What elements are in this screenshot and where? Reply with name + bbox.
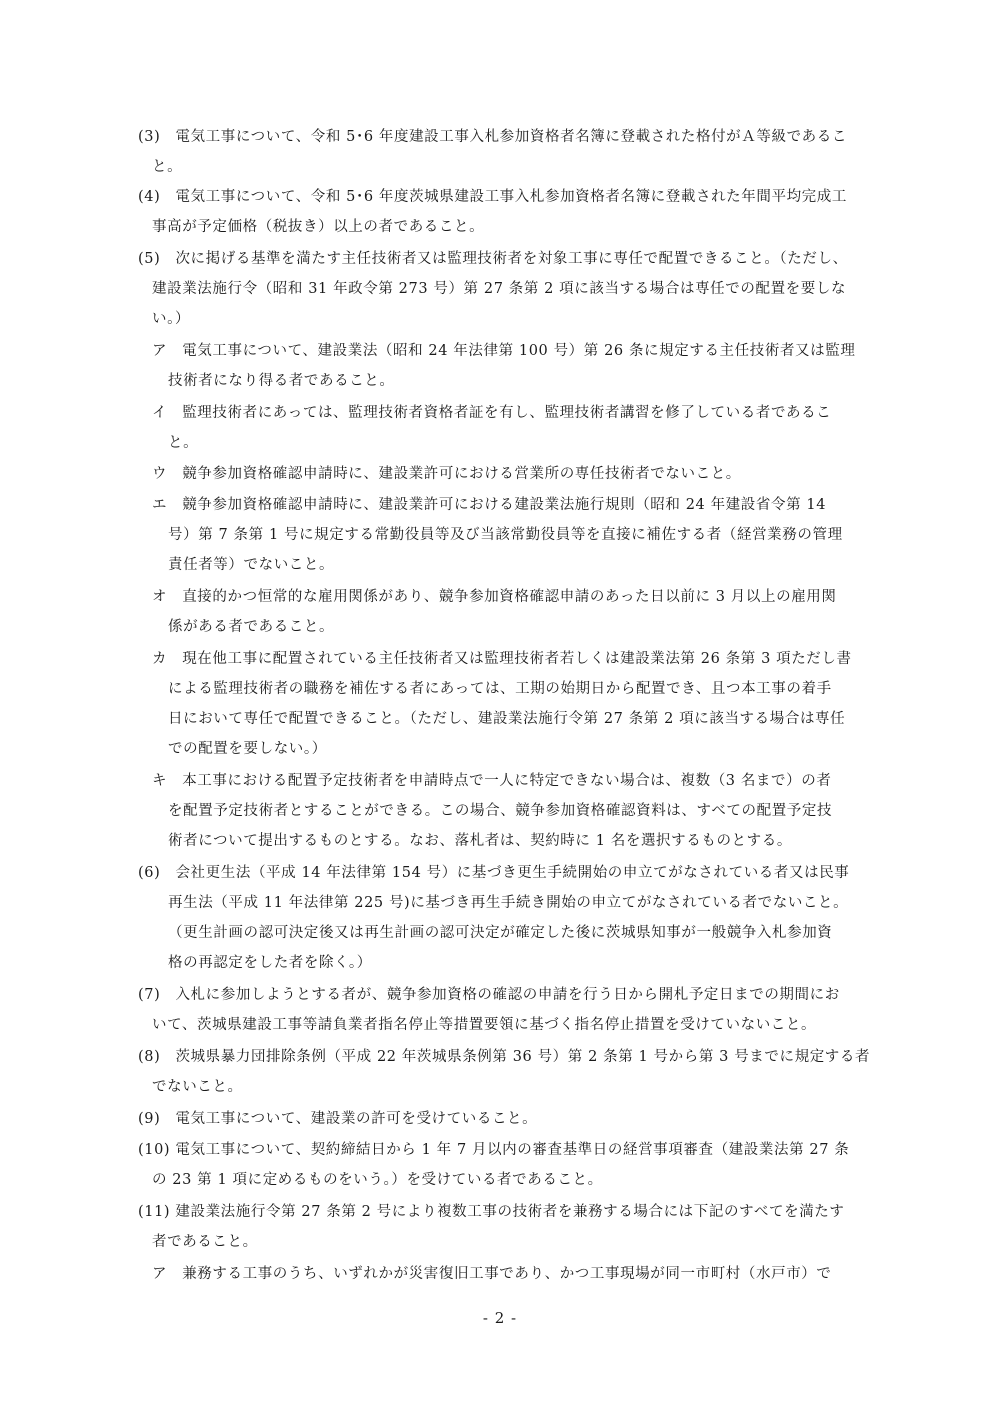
clause-7-line-1: (7) 入札に参加しようとする者が、競争参加資格の確認の申請を行う日から開札予定日までの期間にお [138,987,840,1003]
clause-5-line-2: 建設業法施行令（昭和 31 年政令第 273 号）第 27 条第 2 項に該当する場合は専任での配置を要しな [152,281,847,297]
clause-5-ka-line-2: による監理技術者の職務を補佐する者にあっては、工期の始期日から配置でき、且つ本工事の着手 [168,681,832,697]
clause-10-line-2: の 23 第 1 項に定めるものをいう。）を受けている者であること。 [152,1172,603,1188]
clause-5-o-line-2: 係がある者であること。 [168,619,335,635]
clause-11-a-line-1: ア 兼務する工事のうち、いずれかが災害復旧工事であり、かつ工事現場が同一市町村（水戸市）で [152,1266,832,1282]
clause-6-line-4: 格の再認定をした者を除く。） [168,955,372,971]
clause-5-ka-line-3: 日において専任で配置できること。（ただし、建設業法施行令第 27 条第 2 項に該当する場合は専任 [168,711,846,727]
clause-10-line-1: (10) 電気工事について、契約締結日から 1 年 7 月以内の審査基準日の経営事項審査（建設業法第 27 条 [138,1142,850,1158]
clause-5-e-line-1: エ 競争参加資格確認申請時に、建設業許可における建設業法施行規則（昭和 24 年建設省令第 14 [152,497,827,513]
clause-5-a-line-2: 技術者になり得る者であること。 [168,373,395,389]
clause-5-i-line-1: イ 監理技術者にあっては、監理技術者資格者証を有し、監理技術者講習を修了している者であるこ [152,405,832,421]
clause-6-line-2: 再生法（平成 11 年法律第 225 号)に基づき再生手続き開始の申立てがなされている者でないこと。 [168,895,849,911]
clause-5-line-3: い。） [152,311,191,327]
clause-5-o-line-1: オ 直接的かつ恒常的な雇用関係があり、競争参加資格確認申請のあった日以前に 3 月以上の雇用関 [152,589,837,605]
clause-4-line-1: (4) 電気工事について、令和 5･6 年度茨城県建設工事入札参加資格者名簿に登載された年間平均完成工 [138,189,847,205]
clause-7-line-2: いて、茨城県建設工事等請負業者指名停止等措置要領に基づく指名停止措置を受けていないこと。 [152,1017,817,1033]
clause-11-line-1: (11) 建設業法施行令第 27 条第 2 号により複数工事の技術者を兼務する場合には下記のすべてを満たす [138,1204,845,1220]
clause-8-line-1: (8) 茨城県暴力団排除条例（平成 22 年茨城県条例第 36 号）第 2 条第 1 号から第 3 号までに規定する者 [138,1049,871,1065]
clause-11-line-2: 者であること。 [152,1234,258,1250]
clause-5-i-line-2: と。 [168,435,199,451]
page-number: - 2 - [482,1309,518,1327]
clause-6-line-1: (6) 会社更生法（平成 14 年法律第 154 号）に基づき更生手続開始の申立てがなされている者又は民事 [138,865,850,881]
clause-3-line-2: と。 [152,159,183,175]
clause-9-line-1: (9) 電気工事について、建設業の許可を受けていること。 [138,1111,538,1127]
clause-5-line-1: (5) 次に掲げる基準を満たす主任技術者又は監理技術者を対象工事に専任で配置できること。（ただし、 [138,251,848,267]
clause-3-line-1: (3) 電気工事について、令和 5･6 年度建設工事入札参加資格者名簿に登載された格付がＡ等級であるこ [138,129,847,145]
clause-5-ki-line-1: キ 本工事における配置予定技術者を申請時点で一人に特定できない場合は、複数（3 名まで）の者 [152,773,832,789]
clause-5-e-line-3: 責任者等）でないこと。 [168,557,335,573]
clause-6-line-3: （更生計画の認可決定後又は再生計画の認可決定が確定した後に茨城県知事が一般競争入札参加資 [168,925,833,941]
clause-5-a-line-1: ア 電気工事について、建設業法（昭和 24 年法律第 100 号）第 26 条に規定する主任技術者又は監理 [152,343,856,359]
clause-5-ka-line-1: カ 現在他工事に配置されている主任技術者又は監理技術者若しくは建設業法第 26 条第 3 項ただし書 [152,651,852,667]
clause-5-ka-line-4: での配置を要しない。） [168,741,327,757]
clause-5-u-line-1: ウ 競争参加資格確認申請時に、建設業許可における営業所の専任技術者でないこと。 [152,466,741,482]
clause-5-ki-line-2: を配置予定技術者とすることができる。この場合、競争参加資格確認資料は、すべての配置予定技 [168,803,833,819]
clause-8-line-2: でないこと。 [152,1079,243,1095]
clause-5-e-line-2: 号）第 7 条第 1 号に規定する常勤役員等及び当該常勤役員等を直接に補佐する者（経営業務の管理 [168,527,843,543]
clause-5-ki-line-3: 術者について提出するものとする。なお、落札者は、契約時に 1 名を選択するものとする。 [168,833,792,849]
clause-4-line-2: 事高が予定価格（税抜き）以上の者であること。 [152,219,485,235]
